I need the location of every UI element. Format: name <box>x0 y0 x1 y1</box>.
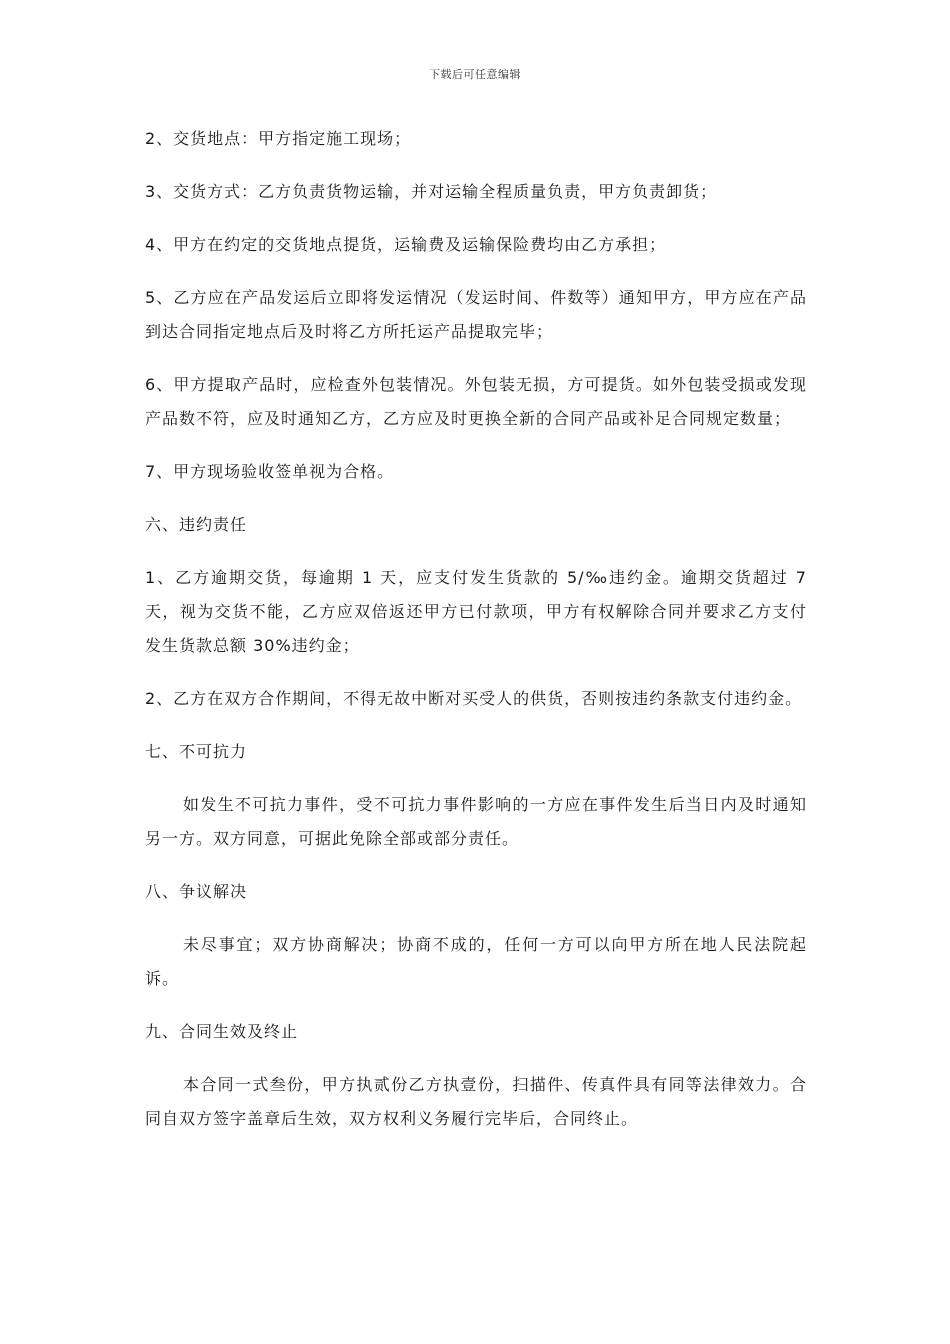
clause-late-delivery: 1、乙方逾期交货，每逾期 1 天，应支付发生货款的 5/‰违约金。逾期交货超过 7 天，视为交货不能，乙方应双倍返还甲方已付款项，甲方有权解除合同并要求乙方支付发生货款总额 30%违约金； <box>145 568 807 655</box>
clause-supply-interruption: 2、乙方在双方合作期间，不得无故中断对买受人的供货，否则按违约条款支付违约金。 <box>145 689 803 708</box>
clause-delivery-location: 2、交货地点：甲方指定施工现场； <box>145 129 412 148</box>
section-heading-breach: 六、违约责任 <box>145 515 248 534</box>
document-body <box>145 122 807 1155</box>
section-heading-force-majeure: 七、不可抗力 <box>145 742 248 761</box>
clause-acceptance: 7、甲方现场验收签单视为合格。 <box>145 462 395 481</box>
clause-effectiveness: 本合同一式叁份，甲方执贰份乙方执壹份，扫描件、传真件具有同等法律效力。合同自双方签字盖章后生效，双方权利义务履行完毕后，合同终止。 <box>145 1075 807 1128</box>
clause-delivery-method: 3、交货方式：乙方负责货物运输，并对运输全程质量负责，甲方负责卸货； <box>145 182 718 201</box>
page-header: 下载后可任意编辑 <box>429 68 521 81</box>
clause-inspection: 6、甲方提取产品时，应检查外包装情况。外包装无损，方可提货。如外包装受损或发现产品数不符，应及时通知乙方，乙方应及时更换全新的合同产品或补足合同规定数量； <box>145 375 807 428</box>
clause-dispute: 未尽事宜；双方协商解决；协商不成的，任何一方可以向甲方所在地人民法院起诉。 <box>145 935 807 988</box>
clause-force-majeure: 如发生不可抗力事件，受不可抗力事件影响的一方应在事件发生后当日内及时通知另一方。双方同意，可据此免除全部或部分责任。 <box>145 795 807 848</box>
section-heading-dispute: 八、争议解决 <box>145 882 248 901</box>
clause-shipping-notice: 5、乙方应在产品发运后立即将发运情况（发运时间、件数等）通知甲方，甲方应在产品到达合同指定地点后及时将乙方所托运产品提取完毕； <box>145 288 807 341</box>
section-heading-effectiveness: 九、合同生效及终止 <box>145 1022 299 1041</box>
clause-pickup-costs: 4、甲方在约定的交货地点提货，运输费及运输保险费均由乙方承担； <box>145 235 667 254</box>
